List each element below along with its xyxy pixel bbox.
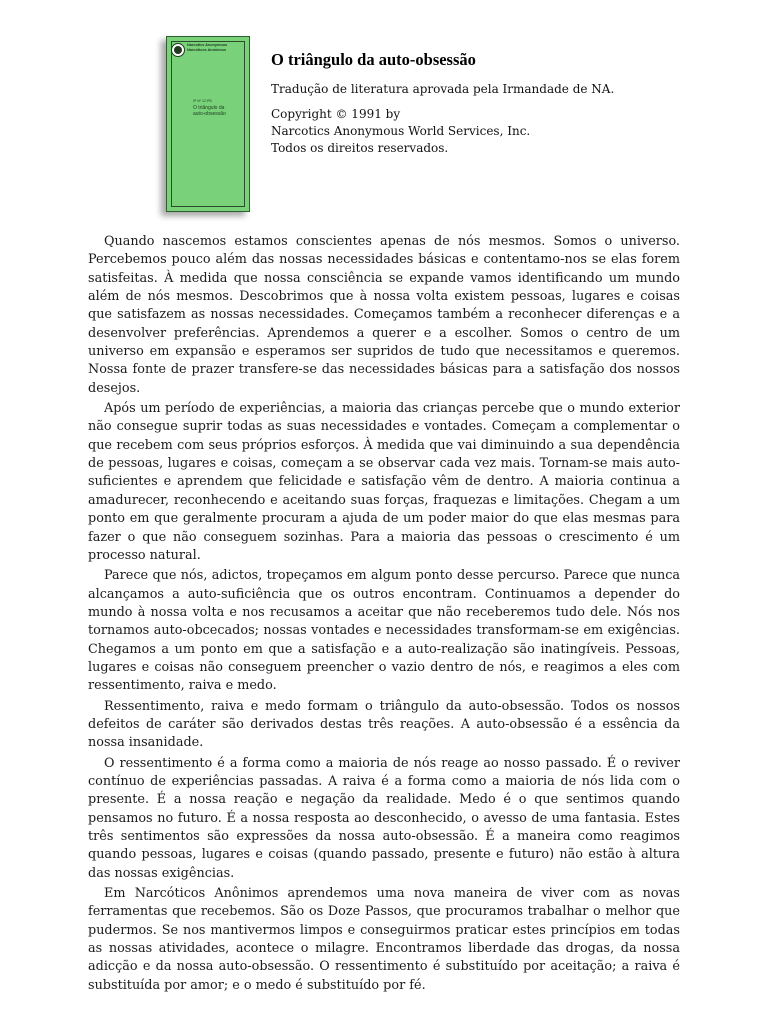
cover-border [171, 41, 245, 207]
copyright-notice: Copyright © 1991 by Narcotics Anonymous World Services, Inc. Todos os direitos reservados. [271, 107, 531, 155]
cover-organization: Narcotics Anonymous Narcóticos Anónimos [187, 43, 228, 52]
paragraph: Após um período de experiências, a maioria das crianças percebe que o mundo exterior não consegue suprir todas as suas necessidades e vontades. Começam a complementar o que recebem com seus próprios esforços. À medida que vai diminuindo a sua dependência de pessoas, lugares e coisas, começam a se observar cada vez mais. Tornam-se mais auto-suficientes e aprendem que felicidade e satisfação vêm de dentro. A maioria continua a amadurecer, reconhecendo e aceitando suas forças, fraquezas e limitações. Chegam a um ponto em que geralmente procuram a ajuda de um poder maior do que elas mesmas para fazer o que não conseguem sozinhas. Para a maioria das pessoas o crescimento é um processo natural. [88, 401, 680, 563]
document-body [88, 233, 680, 997]
document-subtitle: Tradução de literatura aprovada pela Irmandade de NA. [271, 82, 615, 96]
paragraph: Ressentimento, raiva e medo formam o triângulo da auto-obsessão. Todos os nossos defeitos de caráter são derivados destas três reações. A auto-obsessão é a essência da nossa insanidade. [88, 698, 680, 751]
paragraph: Em Narcóticos Anônimos aprendemos uma nova maneira de viver com as novas ferramentas que recebemos. São os Doze Passos, que procuramos trabalhar o melhor que pudermos. Se nos mantivermos limpos e conseguirmos praticar estes princípios em todas as nossas atividades, acontece o milagre. Encontramos liberdade das drogas, da nossa adicção e da nossa auto-obsessão. O ressentimento é substituído por aceitação; a raiva é substituída por amor; e o medo é substituído por fé. [88, 886, 680, 993]
paragraph: O ressentimento é a forma como a maioria de nós reage ao nosso passado. É o reviver contínuo de experiências passadas. A raiva é a forma como a maioria de nós lida com o presente. É a nossa reação e negação da realidade. Medo é o que sentimos quando pensamos no futuro. É a nossa resposta ao desconhecido, o avesso de uma fantasia. Estes três sentimentos são expressões da nossa auto-obsessão. É a maneira como reagimos quando pessoas, lugares e coisas (quando passado, presente e futuro) não estão à altura das nossas exigências. [88, 755, 680, 881]
document-title: O triângulo da auto-obsessão [271, 50, 476, 69]
paragraph: Parece que nós, adictos, tropeçamos em algum ponto desse percurso. Parece que nunca alcançamos a auto-suficiência que os outros encontram. Continuamos a depender do mundo à nossa volta e nos recusamos a aceitar que não receberemos tudo dele. Nós nos tornamos auto-obcecados; nossas vontades e necessidades transformam-se em exigências. Chegamos a um ponto em que a satisfação e a auto-realização são inatingíveis. Pessoas, lugares e coisas não conseguem preencher o vazio dentro de nós, e reagimos a eles com ressentimento, raiva e medo. [88, 568, 680, 694]
paragraph: Quando nascemos estamos conscientes apenas de nós mesmos. Somos o universo. Percebemos pouco além das nossas necessidades básicas e contentamo-nos se elas forem satisfeitas. À medida que nossa consciência se expande vamos identificando um mundo além de nós mesmos. Descobrimos que à nossa volta existem pessoas, lugares e coisas que satisfazem as nossas necessidades. Começamos também a reconhecer diferenças e a desenvolver preferências. Aprendemos a querer e a escolher. Somos o centro de um universo em expansão e esperamos ser supridos de tudo que necessitamos e queremos. Nossa fonte de prazer transfere-se das necessidades básicas para a satisfação dos nossos desejos. [88, 234, 680, 396]
document-header [271, 50, 741, 157]
pamphlet-cover-image [166, 36, 250, 212]
na-logo-icon [171, 43, 185, 57]
cover-code: IP Nº 12-PB [193, 99, 212, 103]
cover-title: O triângulo da auto-obsessão [193, 105, 226, 117]
